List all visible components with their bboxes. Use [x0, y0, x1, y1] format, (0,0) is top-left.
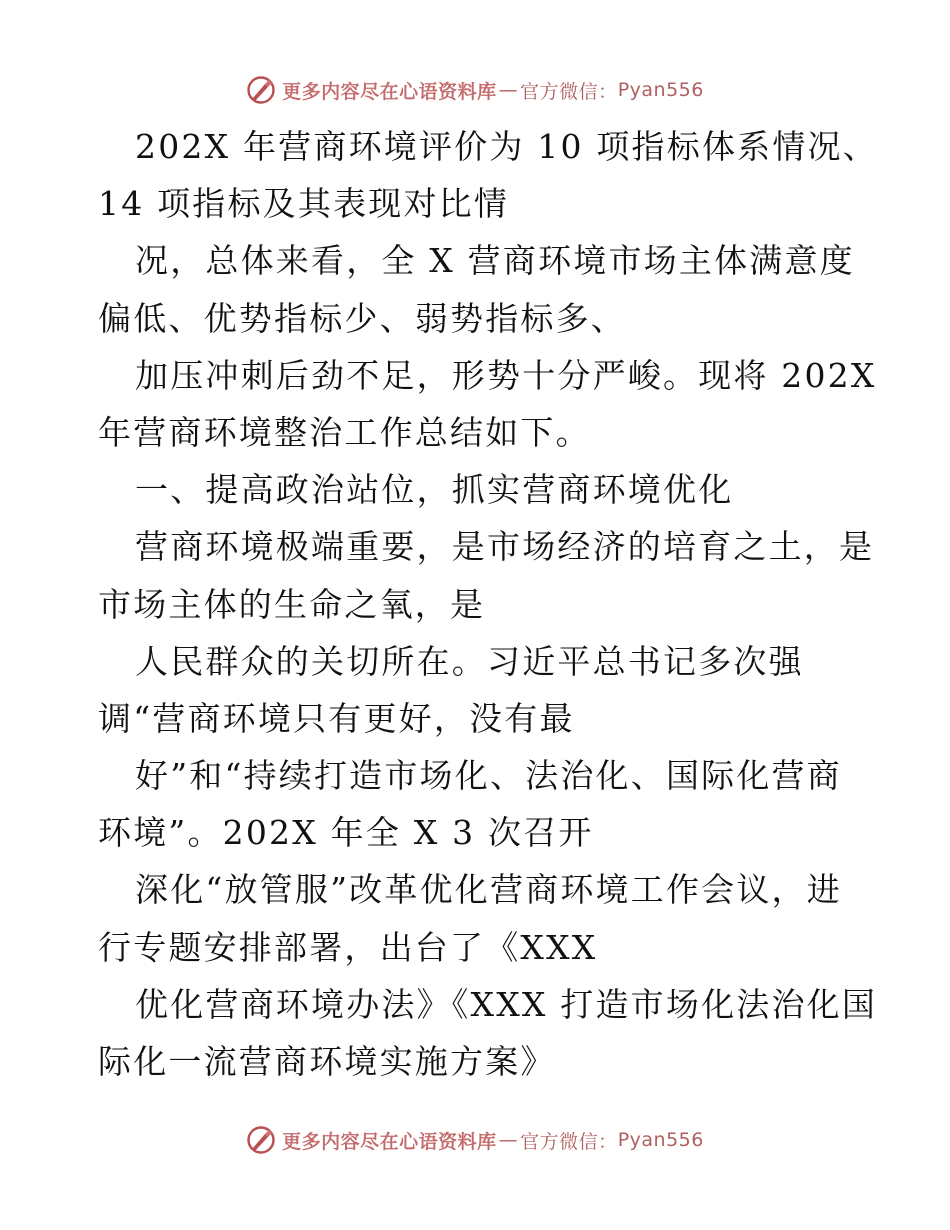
header-banner: [0, 70, 950, 110]
header-brand-text: 更多内容尽在心语资料库: [282, 80, 497, 103]
paragraph-line: 年营商环境整治工作总结如下。: [98, 412, 591, 452]
paragraph-line: 营商环境极端重要，是市场经济的培育之土，是: [135, 527, 875, 567]
paragraph-line: 加压冲刺后劲不足，形势十分严峻。现将 202X: [135, 355, 877, 395]
header-dash: —: [498, 79, 519, 101]
header-wechat-account: Pyan556: [617, 79, 704, 101]
paragraph-line: 202X 年营商环境评价为 10 项指标体系情况、: [135, 127, 878, 166]
paragraph-line: 际化一流营商环境实施方案》: [98, 1042, 556, 1081]
document-body: [98, 118, 878, 1090]
footer-brand-text: 更多内容尽在心语资料库: [282, 1130, 497, 1153]
paragraph-line: 好”和“持续打造市场化、法治化、国际化营商: [135, 756, 842, 796]
pen-logo-icon: [246, 75, 276, 105]
paragraph-line: 优化营商环境办法》《XXX 打造市场化法治化国: [135, 984, 878, 1024]
paragraph-line: 人民群众的关切所在。习近平总书记多次强: [135, 641, 804, 681]
footer-wechat-label: 官方微信：: [520, 1130, 618, 1153]
header-wechat-label: 官方微信：: [520, 80, 618, 103]
paragraph-line: 深化“放管服”改革优化营商环境工作会议，进: [135, 870, 842, 910]
footer-banner: [0, 1120, 950, 1160]
paragraph-line: 市场主体的生命之氧，是: [98, 584, 486, 624]
paragraph-line: 环境”。202X 年全 X 3 次召开: [98, 813, 594, 853]
footer-dash: —: [498, 1129, 519, 1151]
footer-wechat-account: Pyan556: [617, 1129, 704, 1151]
paragraph-line: 14 项指标及其表现对比情: [98, 184, 510, 224]
paragraph-line: 调“营商环境只有更好，没有最: [98, 698, 575, 738]
section-heading: 一、提高政治站位，抓实营商环境优化: [135, 470, 734, 510]
paragraph-line: 况，总体来看，全 X 营商环境市场主体满意度: [135, 241, 855, 281]
paragraph-line: 行专题安排部署，出台了《XXX: [98, 927, 598, 967]
paragraph-line: 偏低、优势指标少、弱势指标多、: [98, 298, 626, 338]
pen-logo-icon: [246, 1125, 276, 1155]
